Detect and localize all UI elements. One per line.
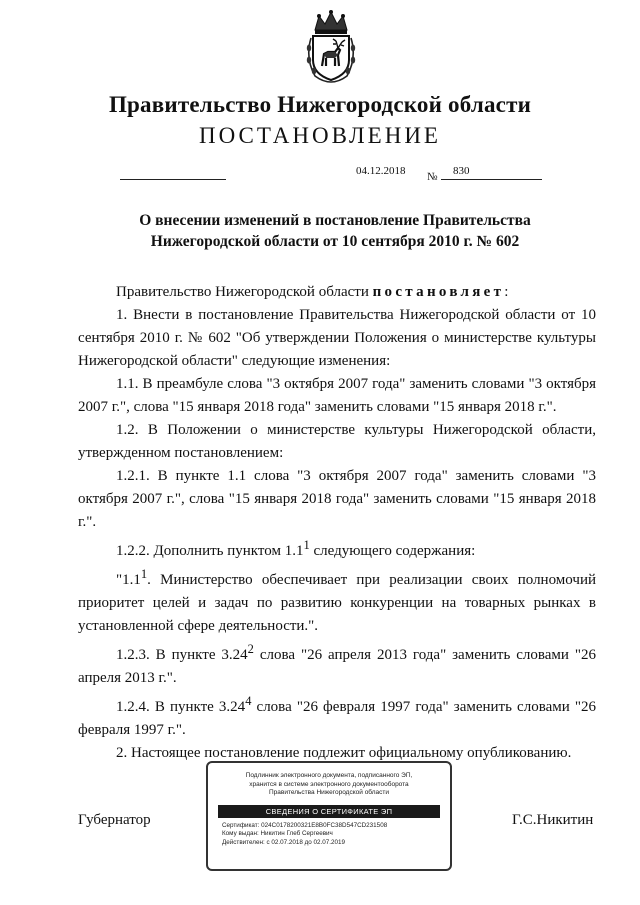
- text-part: "1.1: [116, 572, 141, 588]
- text-part: слова "26 февраля 1997 года" заменить словами "26 февраля 1997 г.".: [78, 699, 596, 738]
- signatory-title: Губернатор: [78, 812, 151, 828]
- paragraph-1-2-4: [78, 690, 596, 742]
- stamp-validity: [222, 839, 450, 848]
- stamp-value: Никитин Глеб Сергеевич: [260, 830, 333, 837]
- document-date: 04.12.2018: [356, 165, 406, 177]
- subject-line: Нижегородской области от 10 сентября 2010 г. № 602: [150, 233, 520, 250]
- nizhny-novgorod-coat-of-arms-icon: [305, 8, 357, 84]
- subject-line: О внесении изменений в постановление Правительства: [139, 212, 531, 229]
- text-part: следующего содержания:: [309, 543, 476, 559]
- paragraph-1: 1. Внести в постановление Правительства Нижегородской области от 10 сентября 2010 г. № 602 "Об утверждении Положения о министерстве культуры Нижегородской области" следующие изменения:: [78, 307, 596, 369]
- stamp-label: Сертификат:: [222, 821, 260, 829]
- stamp-certificate: [222, 822, 450, 831]
- text-part: 1.2.4. В пункте 3.24: [116, 699, 246, 715]
- stamp-value: с 02.07.2018 до 02.07.2019: [266, 838, 346, 846]
- paragraph-2: 2. Настоящее постановление подлежит официальному опубликованию.: [116, 745, 572, 761]
- document-type: ПОСТАНОВЛЕНИЕ: [199, 123, 441, 148]
- text-part: . Министерство обеспечивает при реализации своих полномочий приоритет целей и задач по развитию конкуренции на товарных рынках в установленной сфере деятельности.".: [78, 572, 596, 634]
- signatory-name: Г.С.Никитин: [512, 812, 594, 828]
- stamp-value: 024C0178200321E8B0FC38D547CD231508: [261, 821, 388, 829]
- stamp-notice-line: Правительства Нижегородской области: [268, 789, 390, 796]
- stamp-label: Кому выдан:: [222, 830, 259, 837]
- stamp-notice-line: Подлинник электронного документа, подписанного ЭП,: [245, 772, 413, 779]
- preamble-text: Правительство Нижегородской области: [116, 284, 373, 300]
- text-part: 1.2.2. Дополнить пунктом 1.1: [116, 543, 304, 559]
- paragraph-1-2-2: [78, 534, 596, 563]
- resolution-preamble: [78, 281, 596, 304]
- stamp-notice: [208, 772, 450, 798]
- resolves-word: постановляет: [372, 284, 505, 300]
- number-label: №: [427, 171, 438, 183]
- stamp-label: Действителен:: [222, 838, 265, 846]
- superscript: 1: [140, 567, 148, 581]
- electronic-signature-stamp: [206, 761, 452, 871]
- organization-title: Правительство Нижегородской области: [108, 92, 532, 117]
- paragraph-1-2-3: [78, 638, 596, 690]
- text-part: слова "26 апреля 2013 года" заменить словами "26 апреля 2013 г.".: [78, 647, 596, 686]
- document-number: 830: [453, 165, 470, 177]
- document-subject: [100, 210, 570, 252]
- superscript: 1: [303, 538, 310, 552]
- paragraph-inserted-clause: [78, 563, 596, 638]
- text-part: 1.2.3. В пункте 3.24: [116, 647, 248, 663]
- registration-rule-right: [441, 179, 542, 180]
- registration-rule-left: [120, 179, 226, 180]
- document-body: [78, 281, 596, 765]
- stamp-header: СВЕДЕНИЯ О СЕРТИФИКАТЕ ЭП: [218, 805, 440, 818]
- superscript: 4: [245, 694, 252, 708]
- stamp-notice-line: хранится в системе электронного документооборота: [249, 780, 409, 788]
- preamble-colon: :: [504, 284, 509, 300]
- superscript: 2: [247, 642, 254, 656]
- stamp-owner: [222, 830, 450, 839]
- paragraph-1-2: 1.2. В Положении о министерстве культуры Нижегородской области, утвержденном постановлением:: [78, 422, 596, 461]
- paragraph-1-1: 1.1. В преамбуле слова "3 октября 2007 года" заменить словами "3 октября 2007 г.", слова "15 января 2018 года" заменить словами "15 января 2018 г.".: [78, 376, 596, 415]
- paragraph-1-2-1: 1.2.1. В пункте 1.1 слова "3 октября 2007 года" заменить словами "3 октября 2007 г.", слова "15 января 2018 года" заменить словами "15 января 2018 г.".: [78, 468, 596, 530]
